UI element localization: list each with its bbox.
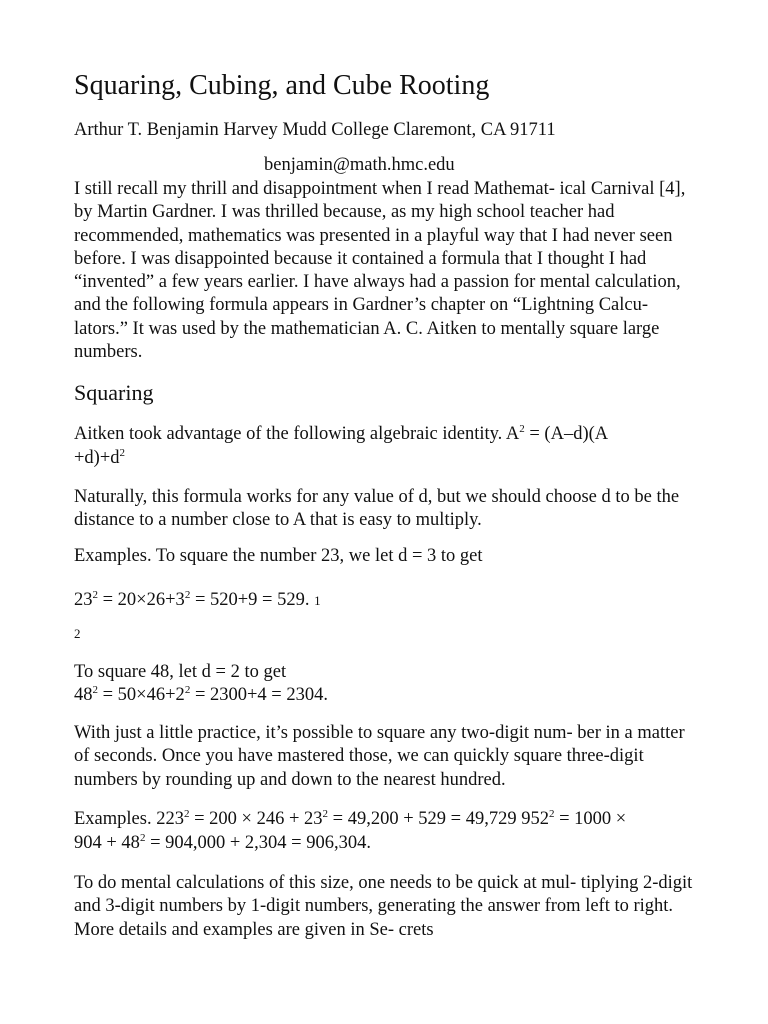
- ex3-exp-a: 2: [183, 808, 190, 820]
- examples-3digit-line-2: [74, 833, 371, 854]
- ex3-exp-c: 2: [548, 808, 555, 820]
- ex3-b: = 200 × 246 + 23: [189, 809, 323, 829]
- choose-d-paragraph: Naturally, this formula works for any value of d, but we should choose d to be the distance to a number close to A that is easy to multiply.: [74, 487, 680, 531]
- practice-paragraph: With just a little practice, it’s possible to square any two-digit num- ber in a matter of seconds. Once you have mastered those, we can quickly square three-digit numbers by rounding up and down to the nearest hundred.: [74, 723, 685, 790]
- ex3-exp-e: 2: [139, 832, 146, 844]
- eq48-exponent: 2: [92, 684, 98, 696]
- equation-23-squared: [74, 590, 321, 611]
- examples-intro: Examples. To square the number 23, we let d = 3 to get: [74, 546, 483, 566]
- identity-line-2: [74, 448, 125, 469]
- ex3-d: = 1000 ×: [554, 809, 627, 829]
- identity-rhs-2: +d)+d: [74, 448, 120, 468]
- intro-paragraph: I still recall my thrill and disappointment when I read Mathemat- ical Carnival [4], by Martin Gardner. I was thrilled because, as my high school teacher had recommended, mathematics was presented in a playful way that I had never seen before. I was disappointed because it contained a formula that I thought I had “invented” a few years earlier. I have always had a passion for mental calculation, and the following formula appears in Gardner’s chapter on “Lightning Calcu- lators.” It was used by the mathematician A. C. Aitken to mentally square large numbers.: [74, 179, 686, 363]
- author-email: benjamin@math.hmc.edu: [264, 155, 455, 175]
- eq48-base: 48: [74, 685, 93, 705]
- eq48-rest: = 2300+4 = 2304.: [190, 685, 328, 705]
- footnote-mark-1: 1: [314, 593, 321, 608]
- eq23-exponent-2: 2: [184, 589, 191, 601]
- ex3-a: Examples. 223: [74, 809, 184, 829]
- eq23-base: 23: [74, 590, 93, 610]
- identity-line-1: [74, 424, 608, 445]
- identity-exponent-1: 2: [519, 423, 525, 435]
- eq23-mid: = 20×26+3: [98, 590, 185, 610]
- eq23-rest: = 520+9 = 529.: [190, 590, 310, 610]
- identity-exponent-2: 2: [119, 447, 126, 459]
- examples-3digit-line-1: [74, 809, 626, 830]
- identity-rhs-1: = (A–d)(A: [524, 424, 609, 444]
- footnote-mark-2: 2: [74, 626, 81, 641]
- ex3-c: = 49,200 + 529 = 49,729 952: [328, 809, 549, 829]
- eq48-mid: = 50×46+2: [98, 685, 185, 705]
- identity-text: Aitken took advantage of the following algebraic identity. A: [74, 424, 520, 444]
- equation-48-squared: [74, 685, 328, 706]
- mental-calc-paragraph: To do mental calculations of this size, one needs to be quick at mul- tiplying 2-digit and 3-digit numbers by 1-digit numbers, generating the answer from left to right. More details and examples are given in Se- crets: [74, 873, 693, 940]
- eq23-exponent: 2: [92, 589, 98, 601]
- ex3-e: 904 + 48: [74, 833, 140, 853]
- paper-title: Squaring, Cubing, and Cube Rooting: [74, 70, 490, 101]
- eq48-exponent-2: 2: [184, 684, 191, 696]
- square-48-intro: To square 48, let d = 2 to get: [74, 662, 287, 682]
- ex3-exp-b: 2: [322, 808, 329, 820]
- section-heading-squaring: Squaring: [74, 380, 154, 405]
- author-affiliation: Arthur T. Benjamin Harvey Mudd College Claremont, CA 91711: [74, 120, 556, 140]
- ex3-f: = 904,000 + 2,304 = 906,304.: [145, 833, 371, 853]
